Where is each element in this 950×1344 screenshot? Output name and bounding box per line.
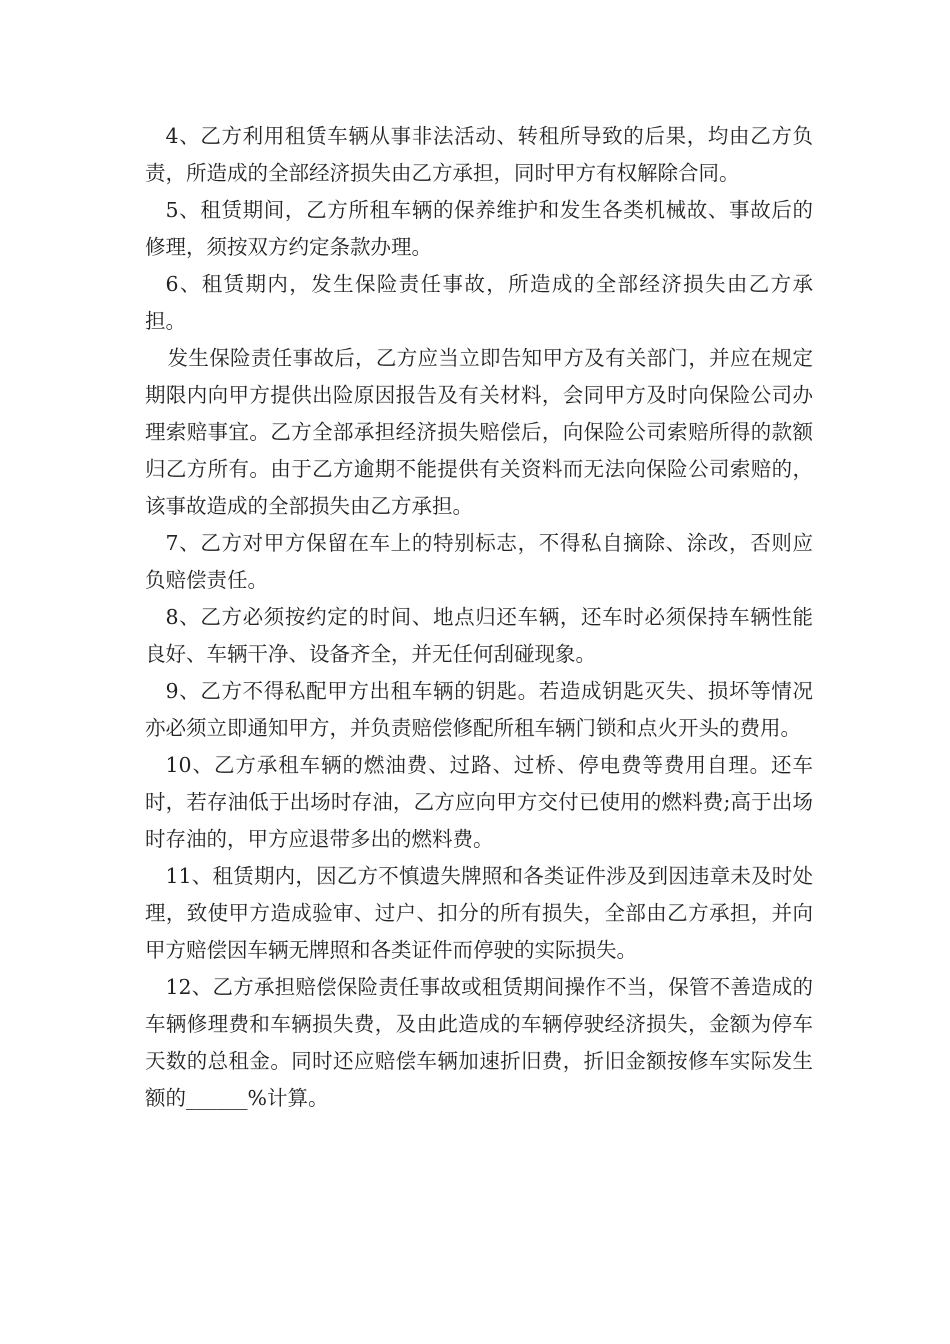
document-body — [145, 118, 813, 1117]
clause-9: 9、乙方不得私配甲方出租车辆的钥匙。若造成钥匙灭失、损坏等情况亦必须立即通知甲方，并负责赔偿修配所租车辆门锁和点火开头的费用。 — [145, 679, 813, 740]
clause-8: 8、乙方必须按约定的时间、地点归还车辆，还车时必须保持车辆性能良好、车辆干净、设备齐全，并无任何刮碰现象。 — [145, 605, 813, 666]
clause-6-detail: 发生保险责任事故后，乙方应当立即告知甲方及有关部门，并应在规定期限内向甲方提供出险原因报告及有关材料，会同甲方及时向保险公司办理索赔事宜。乙方全部承担经济损失赔偿后，向保险公司索赔所得的款额归乙方所有。由于乙方逾期不能提供有关资料而无法向保险公司索赔的，该事故造成的全部损失由乙方承担。 — [145, 346, 813, 518]
clause-6: 6、租赁期内，发生保险责任事故，所造成的全部经济损失由乙方承担。 — [145, 272, 813, 333]
clause-10: 10、乙方承租车辆的燃油费、过路、过桥、停电费等费用自理。还车时，若存油低于出场时存油，乙方应向甲方交付已使用的燃料费;高于出场时存油的，甲方应退带多出的燃料费。 — [145, 753, 813, 851]
clause-11: 11、租赁期内，因乙方不慎遗失牌照和各类证件涉及到因违章未及时处理，致使甲方造成验审、过户、扣分的所有损失，全部由乙方承担，并向甲方赔偿因车辆无牌照和各类证件而停驶的实际损失。 — [145, 864, 813, 962]
clause-5: 5、租赁期间，乙方所租车辆的保养维护和发生各类机械故、事故后的修理，须按双方约定条款办理。 — [145, 198, 813, 259]
clause-4: 4、乙方利用租赁车辆从事非法活动、转租所导致的后果，均由乙方负责，所造成的全部经济损失由乙方承担，同时甲方有权解除合同。 — [145, 124, 813, 185]
clause-12: 12、乙方承担赔偿保险责任事故或租赁期间操作不当，保管不善造成的车辆修理费和车辆损失费，及由此造成的车辆停驶经济损失，金额为停车天数的总租金。同时还应赔偿车辆加速折旧费，折旧金额按修车实际发生额的______%计算。 — [145, 975, 813, 1110]
clause-7: 7、乙方对甲方保留在车上的特别标志，不得私自摘除、涂改，否则应负赔偿责任。 — [145, 531, 813, 592]
